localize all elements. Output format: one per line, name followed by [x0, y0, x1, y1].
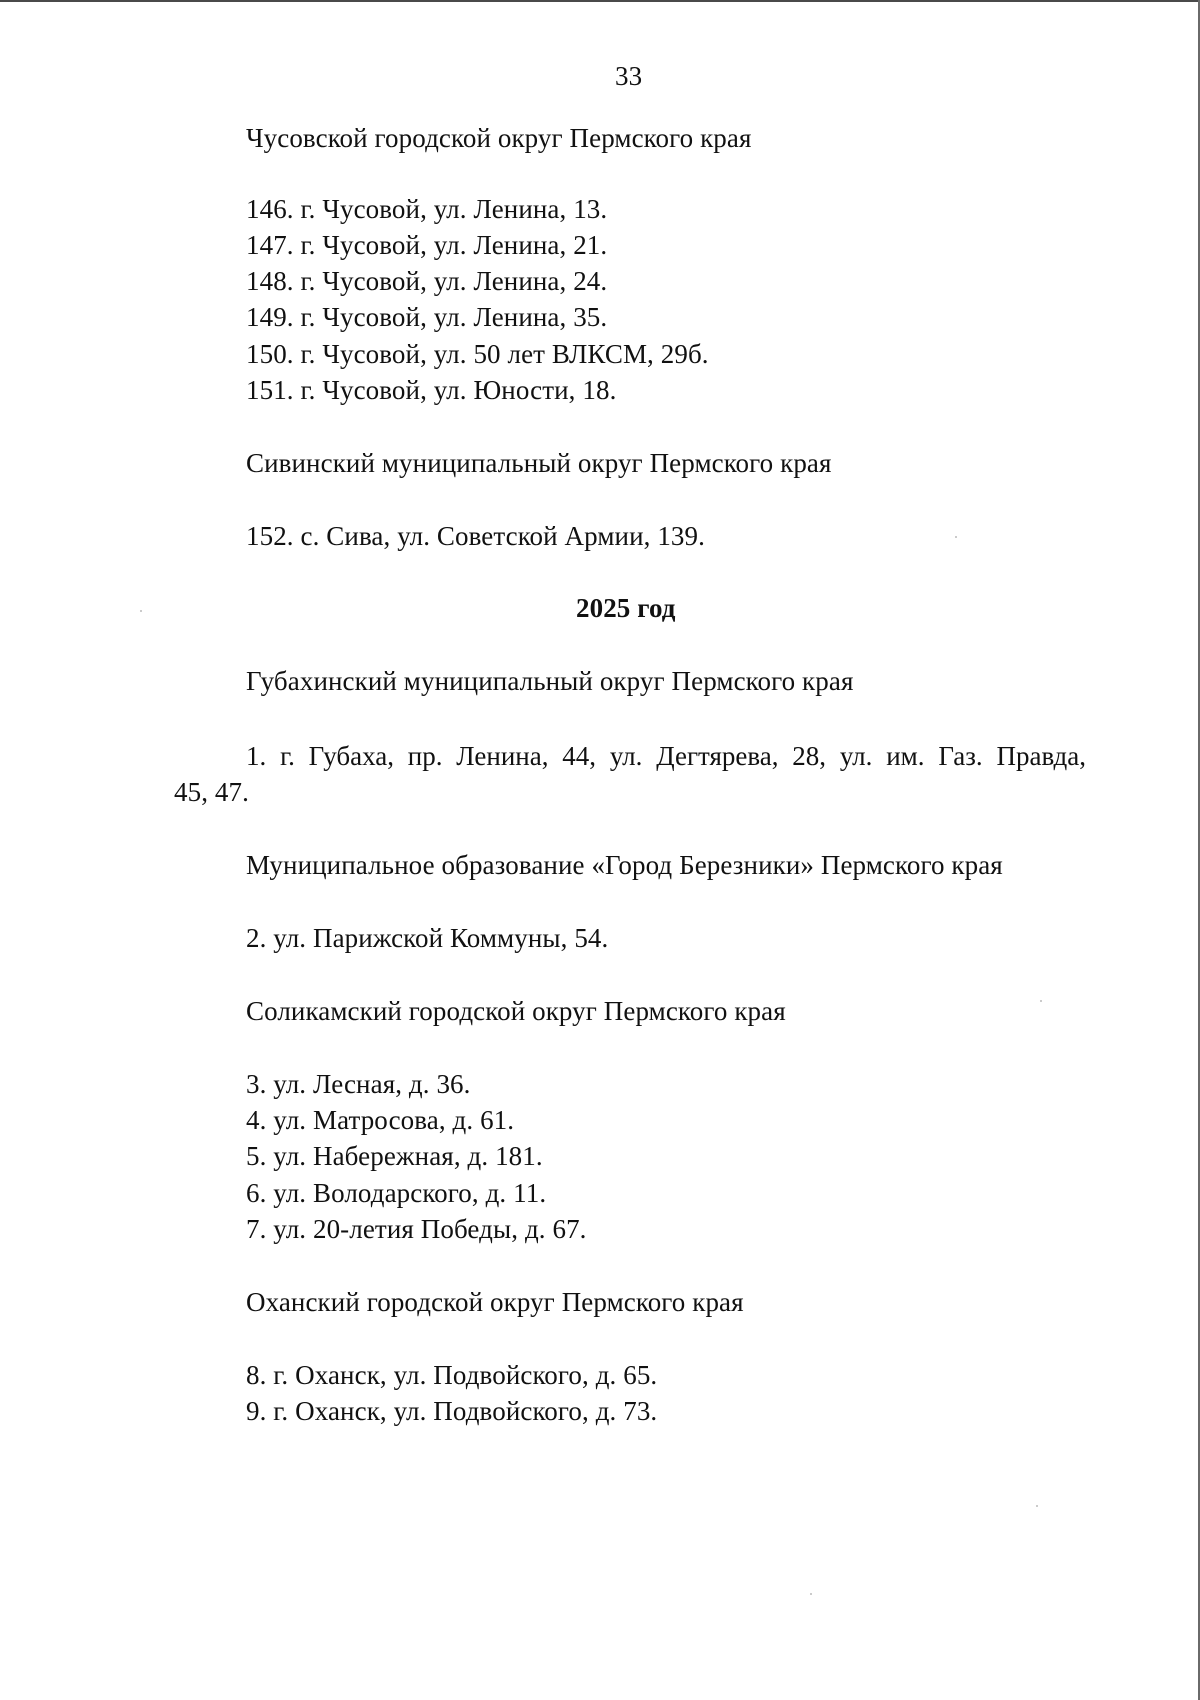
scan-speck	[1040, 1000, 1042, 1002]
scan-speck	[810, 1593, 812, 1595]
section-title-gubakha: Губахинский муниципальный округ Пермского края	[246, 666, 854, 696]
list-item: 2. ул. Парижской Коммуны, 54.	[246, 923, 609, 953]
section-title-solikamsk: Соликамский городской округ Пермского края	[246, 996, 786, 1026]
scan-speck	[1036, 1505, 1038, 1507]
section-title-berezniki: Муниципальное образование «Город Березники» Пермского края	[246, 850, 1003, 880]
list-item-continuation: 45, 47.	[174, 777, 249, 807]
section-title-okhansk: Оханский городской округ Пермского края	[246, 1287, 744, 1317]
list-item: 8. г. Оханск, ул. Подвойского, д. 65.	[246, 1360, 658, 1390]
list-item: 7. ул. 20-летия Победы, д. 67.	[246, 1214, 587, 1244]
page-number: 33	[615, 61, 643, 91]
list-item: 146. г. Чусовой, ул. Ленина, 13.	[246, 194, 608, 224]
scan-speck	[140, 610, 142, 612]
list-item-justified: 1. г. Губаха, пр. Ленина, 44, ул. Дегтярева, 28, ул. им. Газ. Правда,	[246, 741, 1086, 771]
list-item: 4. ул. Матросова, д. 61.	[246, 1105, 515, 1135]
list-item: 3. ул. Лесная, д. 36.	[246, 1069, 471, 1099]
list-item: 148. г. Чусовой, ул. Ленина, 24.	[246, 266, 608, 296]
year-heading: 2025 год	[576, 593, 676, 623]
list-item: 9. г. Оханск, ул. Подвойского, д. 73.	[246, 1396, 658, 1426]
list-item: 6. ул. Володарского, д. 11.	[246, 1178, 547, 1208]
list-item: 152. с. Сива, ул. Советской Армии, 139.	[246, 521, 705, 551]
section-title-sivinsky: Сивинский муниципальный округ Пермского края	[246, 448, 832, 478]
scan-speck	[955, 536, 957, 538]
scan-edge-top	[0, 0, 1200, 2]
list-item: 5. ул. Набережная, д. 181.	[246, 1141, 543, 1171]
list-item: 151. г. Чусовой, ул. Юности, 18.	[246, 375, 617, 405]
list-item: 149. г. Чусовой, ул. Ленина, 35.	[246, 302, 608, 332]
list-item: 150. г. Чусовой, ул. 50 лет ВЛКСМ, 29б.	[246, 339, 709, 369]
list-item: 147. г. Чусовой, ул. Ленина, 21.	[246, 230, 608, 260]
section-title-chusovoy: Чусовской городской округ Пермского края	[246, 123, 752, 153]
